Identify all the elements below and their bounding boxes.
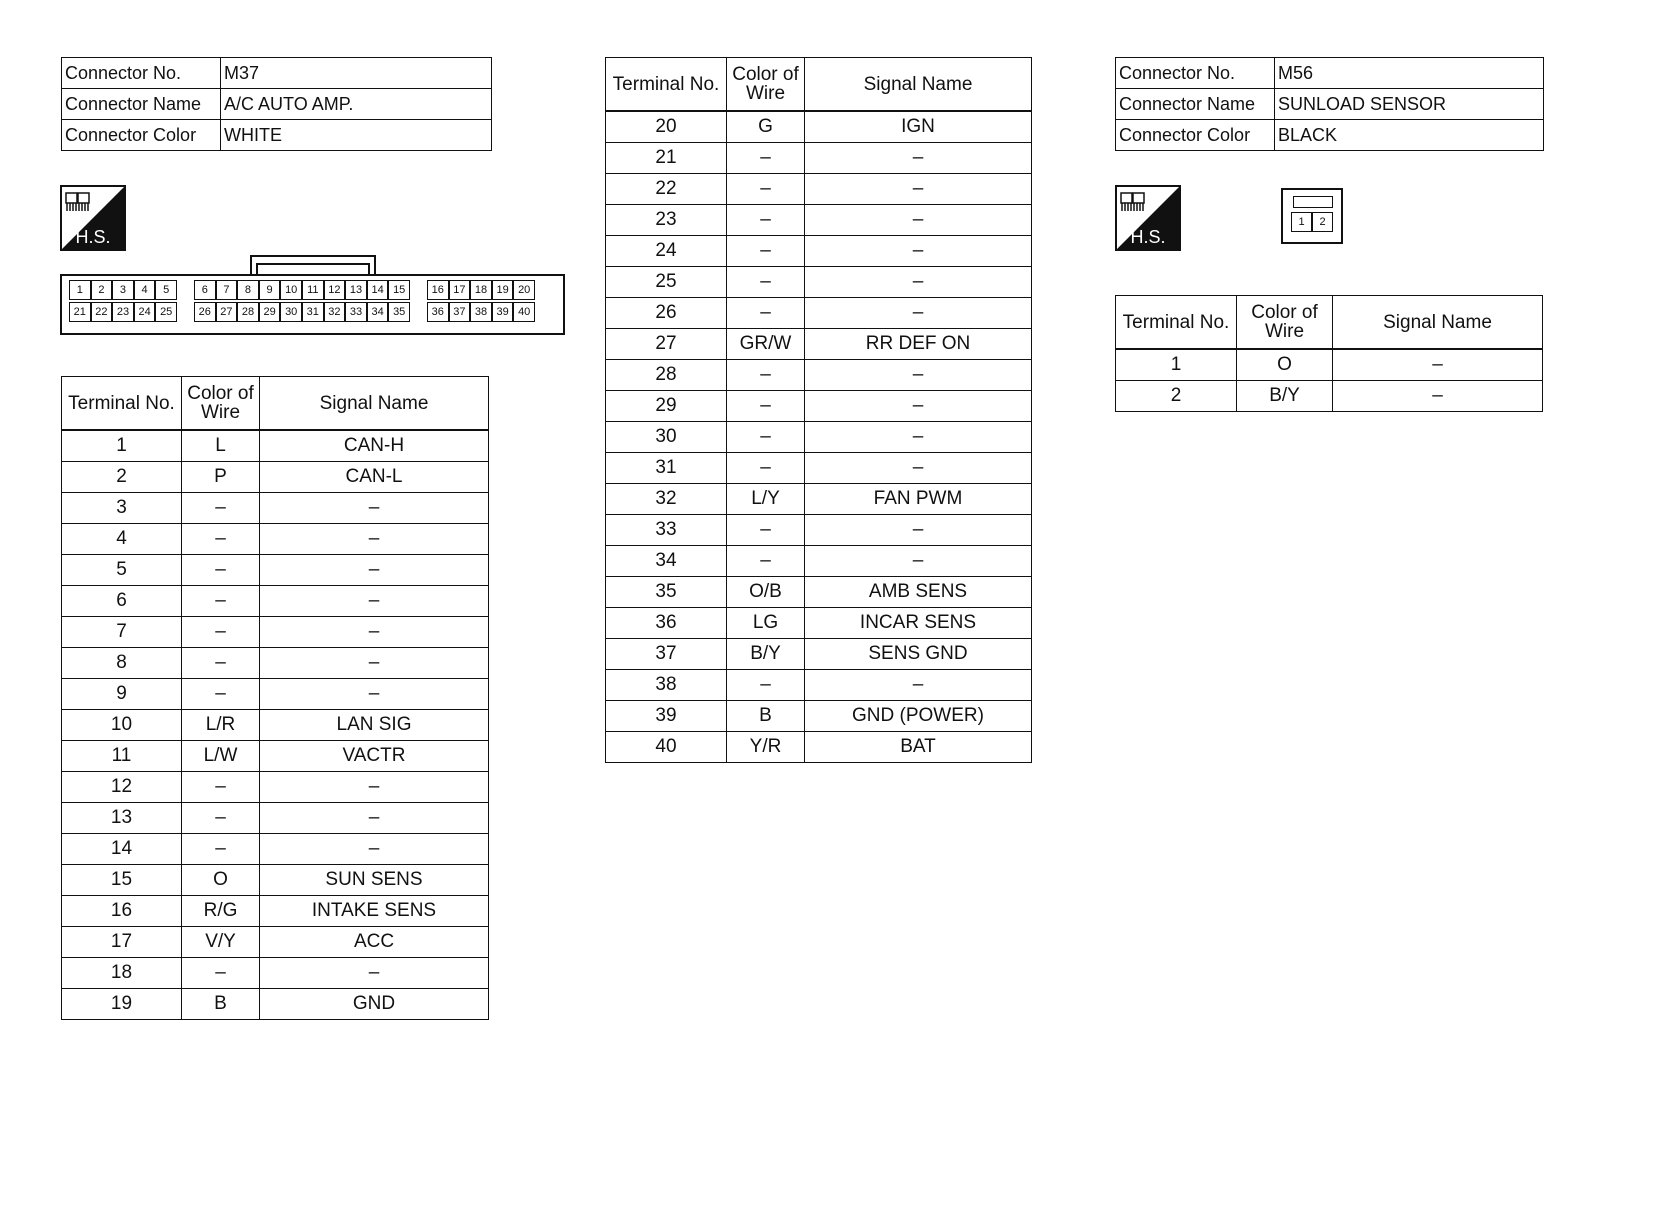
wire-color-cell: –	[727, 143, 805, 174]
table-row	[62, 803, 489, 834]
table-row	[62, 462, 489, 493]
connector-cavity: 15	[388, 280, 410, 300]
wire-color-cell: B/Y	[1237, 381, 1333, 412]
connector-cavity: 5	[155, 280, 177, 300]
connector-no-label: Connector No.	[1116, 58, 1275, 89]
table-row	[606, 732, 1032, 763]
table-row	[606, 422, 1032, 453]
table-row	[606, 143, 1032, 174]
table-row	[62, 772, 489, 803]
connector-no-label: Connector No.	[62, 58, 221, 89]
connector-cavities	[60, 255, 565, 335]
wire-color-cell: V/Y	[182, 927, 260, 958]
wire-color-cell: –	[182, 834, 260, 865]
wire-color-cell: –	[182, 617, 260, 648]
color-of-wire-header: Color of Wire	[727, 58, 805, 112]
signal-name-cell: –	[805, 205, 1032, 236]
signal-name-cell: –	[260, 679, 489, 710]
signal-name-cell: –	[260, 648, 489, 679]
table-row	[62, 834, 489, 865]
wire-color-cell: P	[182, 462, 260, 493]
signal-name-cell: CAN-L	[260, 462, 489, 493]
wire-color-cell: GR/W	[727, 329, 805, 360]
m37-connector-info-table	[61, 57, 492, 151]
signal-name-cell: AMB SENS	[805, 577, 1032, 608]
signal-name-cell: IGN	[805, 111, 1032, 143]
hs-label: H.S.	[1130, 227, 1166, 247]
table-row	[1116, 381, 1543, 412]
m56-terminal-table	[1115, 295, 1543, 412]
connector-cavity: 8	[237, 280, 259, 300]
m56-connector-info-table	[1115, 57, 1544, 151]
m37-terminal-rows-1	[62, 430, 489, 1020]
wire-color-cell: –	[182, 679, 260, 710]
terminal-no-cell: 36	[606, 608, 727, 639]
terminal-no-cell: 21	[606, 143, 727, 174]
wire-color-cell: L/Y	[727, 484, 805, 515]
terminal-no-cell: 31	[606, 453, 727, 484]
connector-cavity: 40	[513, 302, 535, 322]
signal-name-cell: VACTR	[260, 741, 489, 772]
wire-color-cell: Y/R	[727, 732, 805, 763]
terminal-no-cell: 4	[62, 524, 182, 555]
signal-name-cell: –	[260, 617, 489, 648]
wire-color-cell: R/G	[182, 896, 260, 927]
wire-color-cell: –	[727, 453, 805, 484]
wire-color-cell: –	[727, 267, 805, 298]
terminal-no-cell: 9	[62, 679, 182, 710]
connector-cavity: 1	[1291, 212, 1312, 232]
wire-color-cell: –	[727, 515, 805, 546]
signal-name-cell: –	[260, 524, 489, 555]
signal-name-cell: –	[260, 834, 489, 865]
table-row	[606, 577, 1032, 608]
signal-name-cell: –	[805, 391, 1032, 422]
connector-cavity: 12	[324, 280, 346, 300]
signal-name-cell: FAN PWM	[805, 484, 1032, 515]
terminal-no-cell: 20	[606, 111, 727, 143]
connector-cavity: 29	[259, 302, 281, 322]
terminal-no-cell: 35	[606, 577, 727, 608]
table-row	[606, 608, 1032, 639]
signal-name-cell: SENS GND	[805, 639, 1032, 670]
signal-name-cell: BAT	[805, 732, 1032, 763]
connector-cavity: 7	[216, 280, 238, 300]
connector-cavity: 21	[69, 302, 91, 322]
m37-terminal-rows-2	[606, 111, 1032, 763]
terminal-no-cell: 27	[606, 329, 727, 360]
signal-name-cell: –	[805, 546, 1032, 577]
m37-connector-name-row	[62, 89, 492, 120]
connector-cavity: 19	[492, 280, 514, 300]
wire-color-cell: –	[727, 546, 805, 577]
m37-connector-no-row	[62, 58, 492, 89]
connector-color-label: Connector Color	[1116, 120, 1275, 151]
connector-name-label: Connector Name	[62, 89, 221, 120]
table-row	[1116, 349, 1543, 381]
terminal-no-cell: 2	[1116, 381, 1237, 412]
table-row	[62, 493, 489, 524]
terminal-no-cell: 17	[62, 927, 182, 958]
connector-cavity: 10	[280, 280, 302, 300]
connector-cavity: 3	[112, 280, 134, 300]
terminal-no-cell: 24	[606, 236, 727, 267]
connector-cavity: 6	[194, 280, 216, 300]
terminal-no-cell: 5	[62, 555, 182, 586]
signal-name-cell: –	[1333, 381, 1543, 412]
connector-cavity: 20	[513, 280, 535, 300]
color-of-wire-header: Color of Wire	[1237, 296, 1333, 350]
wire-color-cell: –	[727, 236, 805, 267]
terminal-no-cell: 6	[62, 586, 182, 617]
table-row	[62, 896, 489, 927]
table-row	[606, 453, 1032, 484]
signal-name-header: Signal Name	[805, 58, 1032, 112]
connector-cavity: 30	[280, 302, 302, 322]
terminal-no-cell: 11	[62, 741, 182, 772]
signal-name-cell: –	[805, 360, 1032, 391]
wire-color-cell: –	[727, 670, 805, 701]
color-of-wire-header: Color of Wire	[182, 377, 260, 431]
signal-name-cell: –	[805, 298, 1032, 329]
terminal-no-cell: 28	[606, 360, 727, 391]
table-row	[606, 515, 1032, 546]
wire-color-cell: B	[727, 701, 805, 732]
table-row	[62, 741, 489, 772]
table-row	[606, 639, 1032, 670]
m37-terminal-table-1	[61, 376, 489, 1020]
wire-color-cell: O	[182, 865, 260, 896]
table-row	[62, 989, 489, 1020]
signal-name-cell: –	[1333, 349, 1543, 381]
terminal-no-cell: 32	[606, 484, 727, 515]
connector-cavity: 25	[155, 302, 177, 322]
m37-connector-color-value: WHITE	[221, 120, 492, 151]
signal-name-cell: –	[805, 174, 1032, 205]
m56-terminal-rows	[1116, 349, 1543, 412]
table-row	[606, 174, 1032, 205]
terminal-no-cell: 13	[62, 803, 182, 834]
wire-color-cell: –	[727, 391, 805, 422]
wire-color-cell: B	[182, 989, 260, 1020]
wire-color-cell: L/R	[182, 710, 260, 741]
terminal-no-cell: 34	[606, 546, 727, 577]
connector-cavity: 11	[302, 280, 324, 300]
wire-color-cell: –	[182, 772, 260, 803]
connector-cavity: 22	[91, 302, 113, 322]
connector-cavity: 27	[216, 302, 238, 322]
terminal-no-cell: 15	[62, 865, 182, 896]
connector-cavity: 18	[470, 280, 492, 300]
connector-cavity: 32	[324, 302, 346, 322]
connector-color-label: Connector Color	[62, 120, 221, 151]
signal-name-cell: INCAR SENS	[805, 608, 1032, 639]
connector-cavity: 34	[367, 302, 389, 322]
terminal-no-cell: 25	[606, 267, 727, 298]
table-header-row	[62, 377, 489, 431]
terminal-no-cell: 26	[606, 298, 727, 329]
wire-color-cell: O	[1237, 349, 1333, 381]
m37-connector-no-value: M37	[221, 58, 492, 89]
connector-cavity: 13	[345, 280, 367, 300]
terminal-no-cell: 1	[1116, 349, 1237, 381]
wire-color-cell: –	[182, 524, 260, 555]
signal-name-cell: RR DEF ON	[805, 329, 1032, 360]
signal-name-cell: –	[260, 493, 489, 524]
signal-name-cell: –	[805, 143, 1032, 174]
connector-cavity: 2	[1312, 212, 1333, 232]
table-row	[62, 865, 489, 896]
table-row	[606, 236, 1032, 267]
wire-color-cell: –	[727, 298, 805, 329]
table-row	[606, 111, 1032, 143]
signal-name-cell: –	[805, 267, 1032, 298]
signal-name-header: Signal Name	[260, 377, 489, 431]
connector-cavity: 14	[367, 280, 389, 300]
table-row	[62, 524, 489, 555]
table-row	[62, 555, 489, 586]
table-row	[606, 670, 1032, 701]
table-row	[62, 430, 489, 462]
m56-connector-diagram	[1281, 188, 1343, 244]
table-header-row	[1116, 296, 1543, 350]
connector-cavity: 26	[194, 302, 216, 322]
signal-name-cell: –	[805, 515, 1032, 546]
table-row	[606, 360, 1032, 391]
terminal-no-cell: 19	[62, 989, 182, 1020]
signal-name-cell: –	[805, 236, 1032, 267]
terminal-no-header: Terminal No.	[1116, 296, 1237, 350]
signal-name-cell: –	[805, 670, 1032, 701]
m56-connector-name-value: SUNLOAD SENSOR	[1275, 89, 1544, 120]
table-row	[606, 267, 1032, 298]
terminal-no-cell: 10	[62, 710, 182, 741]
signal-name-cell: LAN SIG	[260, 710, 489, 741]
table-row	[606, 329, 1032, 360]
connector-cavity: 28	[237, 302, 259, 322]
signal-name-cell: GND (POWER)	[805, 701, 1032, 732]
terminal-no-header: Terminal No.	[606, 58, 727, 112]
wire-color-cell: –	[182, 493, 260, 524]
connector-cavity: 37	[449, 302, 471, 322]
wire-color-cell: O/B	[727, 577, 805, 608]
wire-color-cell: –	[182, 803, 260, 834]
signal-name-cell: INTAKE SENS	[260, 896, 489, 927]
wire-color-cell: –	[182, 555, 260, 586]
m56-connector-color-row	[1116, 120, 1544, 151]
wire-color-cell: –	[727, 174, 805, 205]
harness-side-icon	[1117, 187, 1179, 249]
harness-side-icon	[62, 187, 124, 249]
terminal-no-cell: 8	[62, 648, 182, 679]
wire-color-cell: L/W	[182, 741, 260, 772]
connector-cavity: 2	[91, 280, 113, 300]
connector-cavity: 1	[69, 280, 91, 300]
signal-name-cell: –	[260, 555, 489, 586]
m37-connector-diagram	[60, 255, 565, 335]
terminal-no-cell: 22	[606, 174, 727, 205]
connector-cavity: 39	[492, 302, 514, 322]
table-header-row	[606, 58, 1032, 112]
wire-color-cell: L	[182, 430, 260, 462]
wire-color-cell: –	[182, 958, 260, 989]
connector-cavity: 4	[134, 280, 156, 300]
wire-color-cell: –	[727, 205, 805, 236]
connector-cavity: 36	[427, 302, 449, 322]
terminal-no-cell: 3	[62, 493, 182, 524]
table-row	[606, 391, 1032, 422]
terminal-no-header: Terminal No.	[62, 377, 182, 431]
connector-cavity: 38	[470, 302, 492, 322]
m56-connector-no-row	[1116, 58, 1544, 89]
signal-name-cell: –	[805, 422, 1032, 453]
wire-color-cell: G	[727, 111, 805, 143]
terminal-no-cell: 33	[606, 515, 727, 546]
terminal-no-cell: 7	[62, 617, 182, 648]
m56-connector-name-row	[1116, 89, 1544, 120]
connector-lock-tab	[1293, 196, 1333, 208]
signal-name-cell: –	[805, 453, 1032, 484]
connector-cavity: 35	[388, 302, 410, 322]
m37-connector-color-row	[62, 120, 492, 151]
terminal-no-cell: 30	[606, 422, 727, 453]
signal-name-cell: –	[260, 772, 489, 803]
connector-cavity: 16	[427, 280, 449, 300]
table-row	[606, 546, 1032, 577]
wire-color-cell: LG	[727, 608, 805, 639]
connector-cavity: 23	[112, 302, 134, 322]
connector-cavity: 33	[345, 302, 367, 322]
terminal-no-cell: 2	[62, 462, 182, 493]
table-row	[62, 710, 489, 741]
wire-color-cell: –	[727, 422, 805, 453]
signal-name-cell: –	[260, 958, 489, 989]
table-row	[62, 586, 489, 617]
table-row	[62, 679, 489, 710]
wire-color-cell: –	[727, 360, 805, 391]
terminal-no-cell: 37	[606, 639, 727, 670]
m56-harness-side-badge	[1115, 185, 1181, 251]
table-row	[62, 958, 489, 989]
signal-name-cell: ACC	[260, 927, 489, 958]
hs-label: H.S.	[75, 227, 111, 247]
connector-cavity: 24	[134, 302, 156, 322]
terminal-no-cell: 14	[62, 834, 182, 865]
terminal-no-cell: 1	[62, 430, 182, 462]
m56-connector-no-value: M56	[1275, 58, 1544, 89]
connector-cavity: 31	[302, 302, 324, 322]
terminal-no-cell: 18	[62, 958, 182, 989]
signal-name-header: Signal Name	[1333, 296, 1543, 350]
table-row	[606, 484, 1032, 515]
signal-name-cell: SUN SENS	[260, 865, 489, 896]
table-row	[62, 927, 489, 958]
terminal-no-cell: 12	[62, 772, 182, 803]
signal-name-cell: GND	[260, 989, 489, 1020]
m37-terminal-table-2	[605, 57, 1032, 763]
terminal-no-cell: 40	[606, 732, 727, 763]
signal-name-cell: –	[260, 803, 489, 834]
table-row	[62, 648, 489, 679]
table-row	[606, 298, 1032, 329]
terminal-no-cell: 23	[606, 205, 727, 236]
connector-cavity: 17	[449, 280, 471, 300]
m37-connector-name-value: A/C AUTO AMP.	[221, 89, 492, 120]
table-row	[606, 701, 1032, 732]
table-row	[606, 205, 1032, 236]
m37-harness-side-badge	[60, 185, 126, 251]
terminal-no-cell: 16	[62, 896, 182, 927]
signal-name-cell: –	[260, 586, 489, 617]
connector-cavity: 9	[259, 280, 281, 300]
wire-color-cell: B/Y	[727, 639, 805, 670]
signal-name-cell: CAN-H	[260, 430, 489, 462]
wire-color-cell: –	[182, 586, 260, 617]
table-row	[62, 617, 489, 648]
terminal-no-cell: 39	[606, 701, 727, 732]
terminal-no-cell: 38	[606, 670, 727, 701]
m56-connector-color-value: BLACK	[1275, 120, 1544, 151]
terminal-no-cell: 29	[606, 391, 727, 422]
connector-name-label: Connector Name	[1116, 89, 1275, 120]
wire-color-cell: –	[182, 648, 260, 679]
